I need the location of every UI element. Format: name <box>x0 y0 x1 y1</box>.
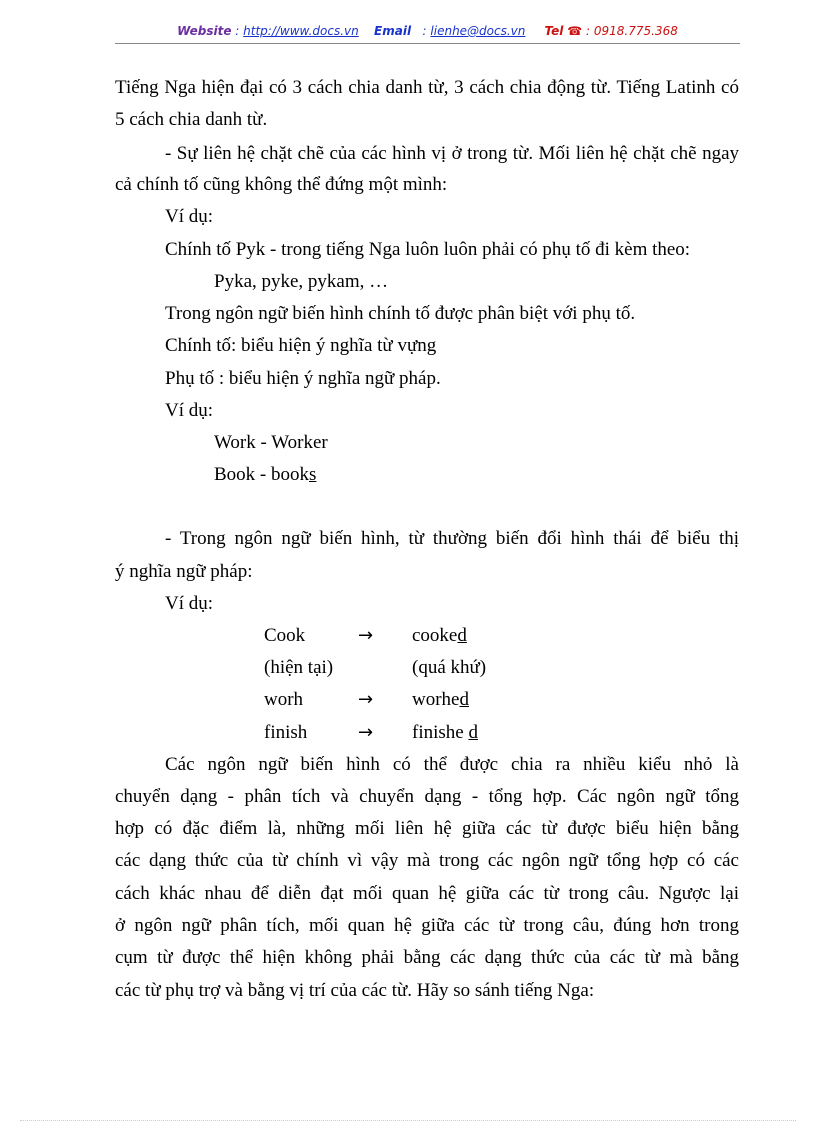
header-rule <box>115 43 740 44</box>
row4-past: finishe d <box>412 722 478 743</box>
website-link[interactable]: http://www.docs.vn <box>243 24 359 38</box>
p4-line8: các từ phụ trợ và bằng vị trí của các từ. Hãy so sánh tiếng Nga: <box>115 980 595 1001</box>
p2-line2: cả chính tố cũng không thể đứng một mình: <box>115 174 448 195</box>
root-line: Chính tố: biểu hiện ý nghĩa từ vựng <box>165 335 437 356</box>
row1-present: Cook <box>264 625 306 646</box>
example-book <box>214 463 316 487</box>
p3-line1: - Trong ngôn ngữ biến hình, từ thường biến đổi hình thái để biểu thị <box>165 528 739 549</box>
p3-line2: ý nghĩa ngữ pháp: <box>115 561 253 582</box>
phone-number: : 0918.775.368 <box>586 24 678 38</box>
page-bottom-border <box>20 1120 796 1121</box>
email-link[interactable]: lienhe@docs.vn <box>430 24 526 38</box>
distinct-line: Trong ngôn ngữ biến hình chính tố được phân biệt với phụ tố. <box>165 303 636 324</box>
row3-past: worhed <box>412 689 469 710</box>
p4-line7: cụm từ được thể hiện không phải bằng các dạng thức của các từ mà bằng <box>115 947 739 968</box>
arrow-icon: → <box>358 722 374 743</box>
book-prefix: Book - book <box>214 464 309 485</box>
example-label-3: Ví dụ: <box>165 593 214 614</box>
tel-label: Tel <box>544 24 564 38</box>
row2-present-label: (hiện tại) <box>264 657 334 678</box>
email-label: Email <box>374 24 412 38</box>
example-work: Work - Worker <box>214 432 328 453</box>
pyk-line: Chính tố Pyk - trong tiếng Nga luôn luôn phải có phụ tố đi kèm theo: <box>165 239 691 260</box>
p4-line2: chuyển dạng - phân tích và chuyển dạng - tổng hợp. Các ngôn ngữ tổng <box>115 786 739 807</box>
p4-line5: cách khác nhau để diễn đạt mối quan hệ giữa các từ trong câu. Ngược lại <box>115 883 739 904</box>
p4-line4: các dạng thức của từ chính vì vậy mà trong các ngôn ngữ tổng hợp có các <box>115 850 739 871</box>
page-header: Website : http://www.docs.vn Email : lienhe@docs.vn Tel ☎ : 0918.775.368 <box>177 24 678 38</box>
p4-line1: Các ngôn ngữ biến hình có thể được chia ra nhiều kiểu nhỏ là <box>165 754 739 775</box>
pyk-examples: Pyka, pyke, pykam, … <box>214 271 389 292</box>
affix-line: Phụ tố : biểu hiện ý nghĩa ngữ pháp. <box>165 368 441 389</box>
p4-line6: ở ngôn ngữ phân tích, mối quan hệ giữa các từ trong câu, đúng hơn trong <box>115 915 739 936</box>
p1-line1: Tiếng Nga hiện đại có 3 cách chia danh từ, 3 cách chia động từ. Tiếng Latinh có <box>115 77 739 98</box>
p4-line3: hợp có đặc điểm là, những mối liên hệ giữa các từ được biểu hiện bằng <box>115 818 739 839</box>
row2-past-label: (quá khứ) <box>412 657 487 678</box>
example-label-1: Ví dụ: <box>165 206 214 227</box>
p2-line1: - Sự liên hệ chặt chẽ của các hình vị ở trong từ. Mối liên hệ chặt chẽ ngay <box>165 143 739 164</box>
row4-present: finish <box>264 722 308 743</box>
arrow-icon: → <box>358 689 374 710</box>
arrow-icon: → <box>358 625 374 646</box>
row3-present: worh <box>264 689 304 710</box>
website-label: Website <box>177 24 232 38</box>
p1-line2: 5 cách chia danh từ. <box>115 109 268 130</box>
book-suffix: s <box>309 464 317 485</box>
row1-past: cooked <box>412 625 467 646</box>
example-label-2: Ví dụ: <box>165 400 214 421</box>
phone-icon: ☎ <box>567 24 583 38</box>
